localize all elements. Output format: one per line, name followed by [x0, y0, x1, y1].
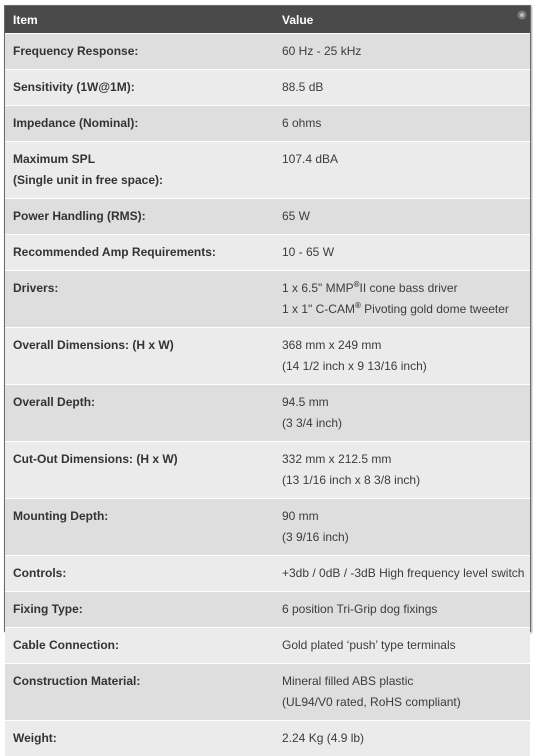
table-row	[5, 70, 530, 106]
spec-table-frame	[4, 5, 531, 632]
table-row	[5, 721, 530, 756]
row-key: Sensitivity (1W@1M):	[5, 70, 273, 106]
value-line	[282, 278, 530, 299]
value-line: +3db / 0dB / -3dB High frequency level switch	[282, 563, 530, 584]
row-value	[273, 385, 530, 442]
driver1-text-rest: II cone bass driver	[360, 281, 458, 295]
row-key: Overall Dimensions: (H x W)	[5, 328, 273, 385]
table-row	[5, 199, 530, 235]
value-line: 88.5 dB	[282, 77, 530, 98]
header-item: Item	[5, 6, 273, 34]
row-value	[273, 271, 530, 328]
spec-table	[5, 6, 530, 756]
row-value	[273, 721, 530, 756]
table-row	[5, 328, 530, 385]
row-value	[273, 235, 530, 271]
table-row	[5, 592, 530, 628]
row-key: Overall Depth:	[5, 385, 273, 442]
value-line: (3 3/4 inch)	[282, 413, 530, 434]
row-key: Weight:	[5, 721, 273, 756]
value-line: (13 1/16 inch x 8 3/8 inch)	[282, 470, 530, 491]
table-row	[5, 664, 530, 721]
row-value	[273, 328, 530, 385]
table-row	[5, 235, 530, 271]
value-line: Gold plated ‘push’ type terminals	[282, 635, 530, 656]
row-value	[273, 142, 530, 199]
driver1-text: 1 x 6.5" MMP	[282, 281, 354, 295]
table-row	[5, 442, 530, 499]
row-value	[273, 70, 530, 106]
row-key: Mounting Depth:	[5, 499, 273, 556]
value-line: 60 Hz - 25 kHz	[282, 41, 530, 62]
registered-mark: ®	[355, 301, 361, 310]
value-line: 2.24 Kg (4.9 lb)	[282, 728, 530, 749]
value-line	[282, 299, 530, 320]
row-value	[273, 592, 530, 628]
table-row	[5, 628, 530, 664]
row-value	[273, 442, 530, 499]
value-line: (UL94/V0 rated, RoHS compliant)	[282, 692, 530, 713]
row-value	[273, 34, 530, 70]
value-line: 10 - 65 W	[282, 242, 530, 263]
value-line: 6 ohms	[282, 113, 530, 134]
driver2-text: 1 x 1" C-CAM	[282, 302, 355, 316]
row-key: Power Handling (RMS):	[5, 199, 273, 235]
row-value	[273, 499, 530, 556]
value-line: (14 1/2 inch x 9 13/16 inch)	[282, 356, 530, 377]
row-key: Fixing Type:	[5, 592, 273, 628]
value-line: (3 9/16 inch)	[282, 527, 530, 548]
table-row	[5, 385, 530, 442]
key-line: Maximum SPL	[13, 149, 273, 170]
value-line: 6 position Tri-Grip dog fixings	[282, 599, 530, 620]
registered-mark: ®	[354, 280, 360, 289]
value-line: 94.5 mm	[282, 392, 530, 413]
row-value	[273, 664, 530, 721]
table-header-row	[5, 6, 530, 34]
row-value	[273, 199, 530, 235]
table-row	[5, 499, 530, 556]
row-key: Frequency Response:	[5, 34, 273, 70]
value-line: 107.4 dBA	[282, 149, 530, 170]
value-line: 368 mm x 249 mm	[282, 335, 530, 356]
corner-badge-icon	[517, 10, 527, 20]
value-line: Mineral filled ABS plastic	[282, 671, 530, 692]
table-row	[5, 106, 530, 142]
row-key: Cable Connection:	[5, 628, 273, 664]
row-key: Recommended Amp Requirements:	[5, 235, 273, 271]
row-value	[273, 628, 530, 664]
header-value: Value	[273, 6, 530, 34]
value-line: 65 W	[282, 206, 530, 227]
table-row	[5, 271, 530, 328]
table-row	[5, 556, 530, 592]
value-line: 90 mm	[282, 506, 530, 527]
row-key: Drivers:	[5, 271, 273, 328]
row-key	[5, 142, 273, 199]
driver2-text-rest: Pivoting gold dome tweeter	[361, 302, 509, 316]
row-key: Controls:	[5, 556, 273, 592]
row-key: Construction Material:	[5, 664, 273, 721]
row-value	[273, 106, 530, 142]
row-key: Impedance (Nominal):	[5, 106, 273, 142]
row-key: Cut-Out Dimensions: (H x W)	[5, 442, 273, 499]
table-row	[5, 142, 530, 199]
row-value	[273, 556, 530, 592]
table-row	[5, 34, 530, 70]
value-line: 332 mm x 212.5 mm	[282, 449, 530, 470]
key-line: (Single unit in free space):	[13, 170, 273, 191]
